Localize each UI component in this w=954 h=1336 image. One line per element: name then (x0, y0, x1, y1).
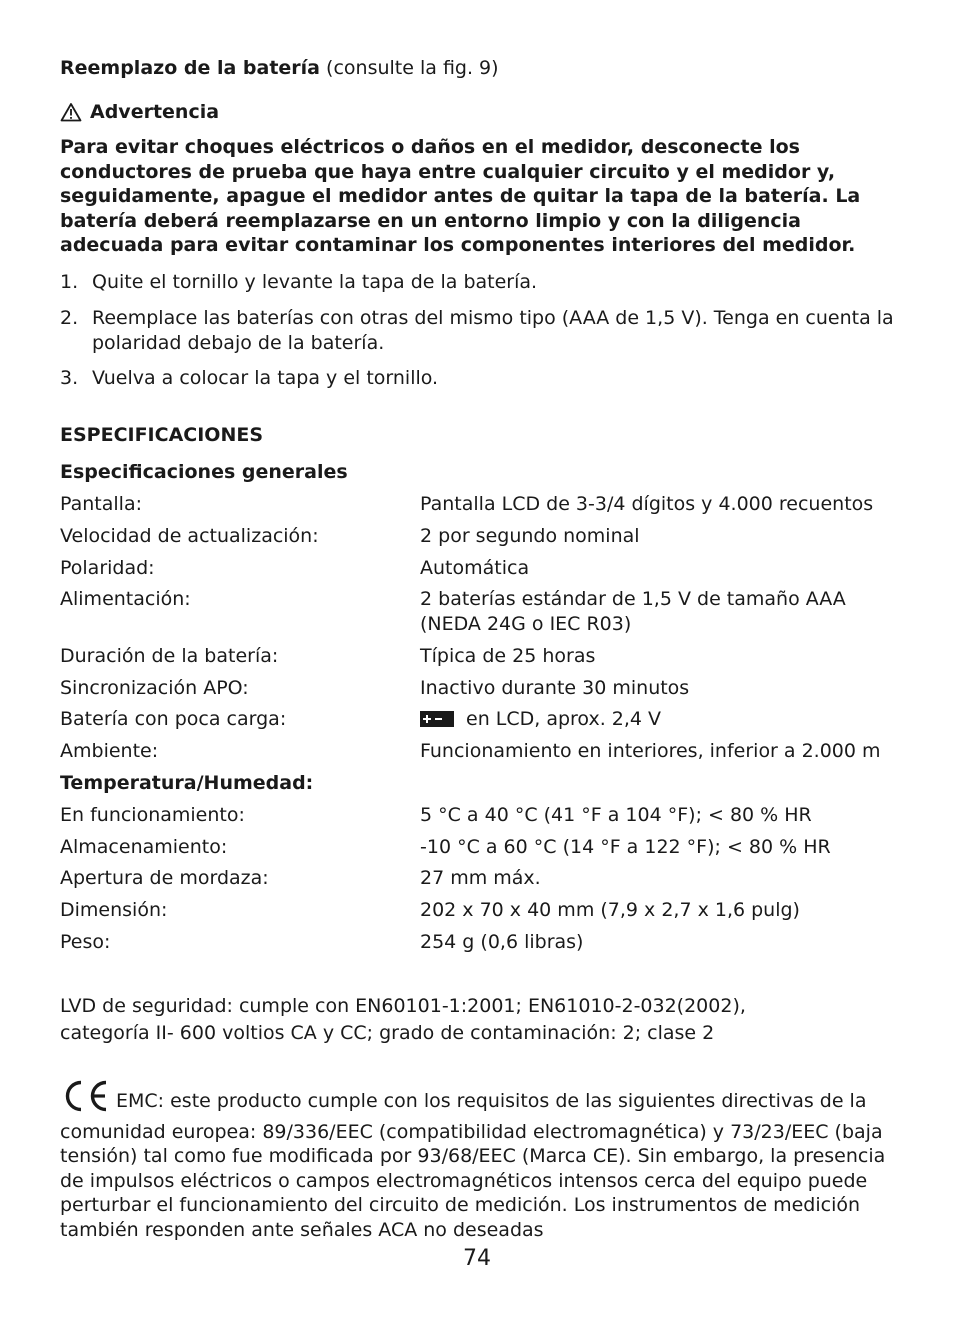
ce-mark-logo (60, 1079, 110, 1120)
warning-label: Advertencia (90, 101, 220, 123)
page-number: 74 (463, 1246, 491, 1271)
spec-row-environment: Ambiente: Funcionamiento en interiores, inferior a 2.000 m (60, 740, 881, 762)
spec-row-power: Alimentación: 2 baterías estándar de 1,5 V de tamaño AAA (NEDA 24G o IEC R03) (60, 588, 846, 635)
step-2: 2. Reemplace las baterías con otras del mismo tipo (AAA de 1,5 V). Tenga en cuenta la polaridad debajo de la batería. (60, 307, 894, 354)
spec-row-update-rate: Velocidad de actualización: 2 por segundo nominal (60, 525, 640, 547)
warning-heading (60, 100, 219, 125)
spec-row-apo: Sincronización APO: Inactivo durante 30 minutos (60, 677, 690, 699)
safety-line-2: categoría II- 600 voltios CA y CC; grado de contaminación: 2; clase 2 (60, 1022, 715, 1044)
emc-text: EMC: este producto cumple con los requisitos de las siguientes directivas de la comunidad europea: 89/336/EEC (compatibilidad electromagnética) y 73/23/EEC (baja tensión) tal como fue modificada por 93/68/EEC (Marca CE). Sin embargo, la presencia de impulsos eléctricos o campos electromagnéticos intensos cerca del equipo puede perturbar el funcionamiento del circuito de medición. Los instrumentos de medición también responden ante señales ACA no deseadas (60, 1090, 886, 1241)
warning-text: Para evitar choques eléctricos o daños en el medidor, desconecte los conductores de prueba que haya entre cualquier circuito y el medidor y, seguidamente, apague el medidor antes de quitar la tapa de la batería. La batería deberá reemplazarse en un entorno limpio y con la diligencia adecuada para evitar contaminar los componentes interiores del medidor. (60, 136, 861, 256)
spec-row-weight: Peso: 254 g (0,6 libras) (60, 931, 584, 953)
warning-triangle-icon (60, 102, 82, 122)
specs-heading: ESPECIFICACIONES (60, 424, 264, 446)
manual-page (60, 0, 900, 1336)
step-1: 1. Quite el tornillo y levante la tapa de la batería. (60, 271, 538, 293)
spec-row-low-battery: Batería con poca carga: en LCD, aprox. 2,4 V (60, 708, 662, 730)
spec-row-polarity: Polaridad: Automática (60, 557, 530, 579)
spec-row-operating: En funcionamiento: 5 °C a 40 °C (41 °F a 104 °F); < 80 % HR (60, 804, 812, 826)
low-battery-icon (420, 711, 454, 727)
emc-paragraph (60, 1079, 900, 1242)
spec-row-storage: Almacenamiento: -10 °C a 60 °C (14 °F a 122 °F); < 80 % HR (60, 836, 831, 858)
spec-row-jaw-opening: Apertura de mordaza: 27 mm máx. (60, 867, 541, 889)
temperature-humidity-heading: Temperatura/Humedad: (60, 772, 314, 794)
step-3: 3. Vuelva a colocar la tapa y el tornillo. (60, 367, 439, 389)
spec-row-dimension: Dimensión: 202 x 70 x 40 mm (7,9 x 2,7 x 1,6 pulg) (60, 899, 800, 921)
spec-row-battery-life: Duración de la batería: Típica de 25 horas (60, 645, 596, 667)
battery-replacement-title: Reemplazo de la batería (consulte la fig. 9) (60, 57, 499, 79)
general-specs-heading: Especificaciones generales (60, 461, 348, 483)
safety-line-1: LVD de seguridad: cumple con EN60101-1:2001; EN61010-2-032(2002), (60, 995, 746, 1017)
spec-row-display: Pantalla: Pantalla LCD de 3-3/4 dígitos y 4.000 recuentos (60, 493, 874, 515)
